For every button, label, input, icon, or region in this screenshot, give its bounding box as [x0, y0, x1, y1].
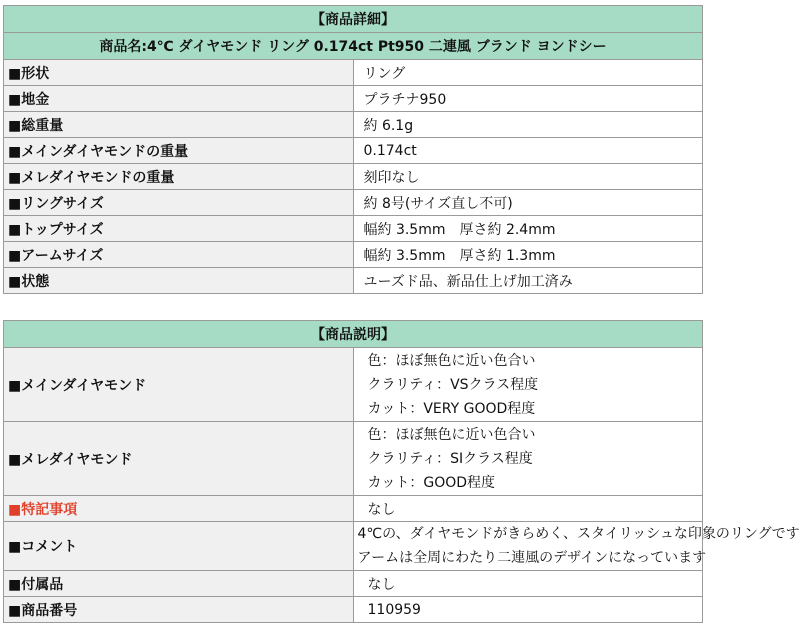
- top-size-value: 幅約 3.5mm 厚さ約 2.4mm: [353, 216, 703, 242]
- table-row: [4, 242, 703, 268]
- table-row: [4, 86, 703, 112]
- melee-diamond-weight-value: 刻印なし: [353, 164, 703, 190]
- melee-diamond-details: [353, 422, 703, 496]
- metal-value: プラチナ950: [353, 86, 703, 112]
- ring-size-label: ■リングサイズ: [4, 190, 354, 216]
- main-diamond-clarity: クラリティ：VSクラス程度: [367, 376, 539, 393]
- main-diamond-details: [353, 348, 703, 422]
- melee-diamond-weight-label: ■メレダイヤモンドの重量: [4, 164, 354, 190]
- total-weight-value: 約 6.1g: [353, 112, 703, 138]
- total-weight-label: ■総重量: [4, 112, 354, 138]
- main-diamond-label: ■メインダイヤモンド: [4, 348, 354, 422]
- table-row: [4, 571, 703, 597]
- comment-line: アームは全周にわたり二連風のデザインになっています: [357, 550, 707, 566]
- table-row: [4, 268, 703, 294]
- table-row: [4, 348, 703, 422]
- ring-size-value: 約 8号(サイズ直し不可): [353, 190, 703, 216]
- shape-value: リング: [353, 60, 703, 86]
- accessories-value: なし: [353, 571, 703, 597]
- melee-diamond-clarity: クラリティ：SIクラス程度: [367, 450, 533, 467]
- table-row: [4, 112, 703, 138]
- main-diamond-cut: カット：VERY GOOD程度: [367, 400, 536, 417]
- accessories-label: ■付属品: [4, 571, 354, 597]
- description-header: 【商品説明】: [4, 321, 703, 348]
- details-header: 【商品詳細】: [4, 6, 703, 33]
- item-number-label: ■商品番号: [4, 597, 354, 623]
- product-details-table: [3, 5, 703, 294]
- metal-label: ■地金: [4, 86, 354, 112]
- main-diamond-color: 色：ほぼ無色に近い色合い: [367, 352, 536, 369]
- melee-diamond-cut: カット：GOOD程度: [367, 474, 496, 491]
- shape-label: ■形状: [4, 60, 354, 86]
- table-row: [4, 522, 703, 571]
- product-name: 商品名:4℃ ダイヤモンド リング 0.174ct Pt950 二連風 ブランド ヨンドシー: [4, 33, 703, 60]
- condition-label: ■状態: [4, 268, 354, 294]
- table-row: [4, 138, 703, 164]
- table-row: [4, 496, 703, 522]
- product-description-table: [3, 320, 800, 623]
- arm-size-label: ■アームサイズ: [4, 242, 354, 268]
- table-row: [4, 597, 703, 623]
- top-size-label: ■トップサイズ: [4, 216, 354, 242]
- melee-diamond-color: 色：ほぼ無色に近い色合い: [367, 426, 536, 443]
- main-diamond-weight-label: ■メインダイヤモンドの重量: [4, 138, 354, 164]
- table-row: [4, 216, 703, 242]
- table-row: [4, 60, 703, 86]
- comment-label: ■コメント: [4, 522, 354, 571]
- item-number-value: 110959: [353, 597, 703, 623]
- main-diamond-weight-value: 0.174ct: [353, 138, 703, 164]
- table-row: [4, 190, 703, 216]
- special-notes-label: ■特記事項: [4, 496, 354, 522]
- special-notes-value: なし: [353, 496, 703, 522]
- comment-line: 4℃の、ダイヤモンドがきらめく、スタイリッシュな印象のリングです: [357, 526, 800, 542]
- melee-diamond-label: ■メレダイヤモンド: [4, 422, 354, 496]
- condition-value: ユーズド品、新品仕上げ加工済み: [353, 268, 703, 294]
- arm-size-value: 幅約 3.5mm 厚さ約 1.3mm: [353, 242, 703, 268]
- table-row: [4, 422, 703, 496]
- comment-text: [353, 522, 800, 571]
- table-row: [4, 164, 703, 190]
